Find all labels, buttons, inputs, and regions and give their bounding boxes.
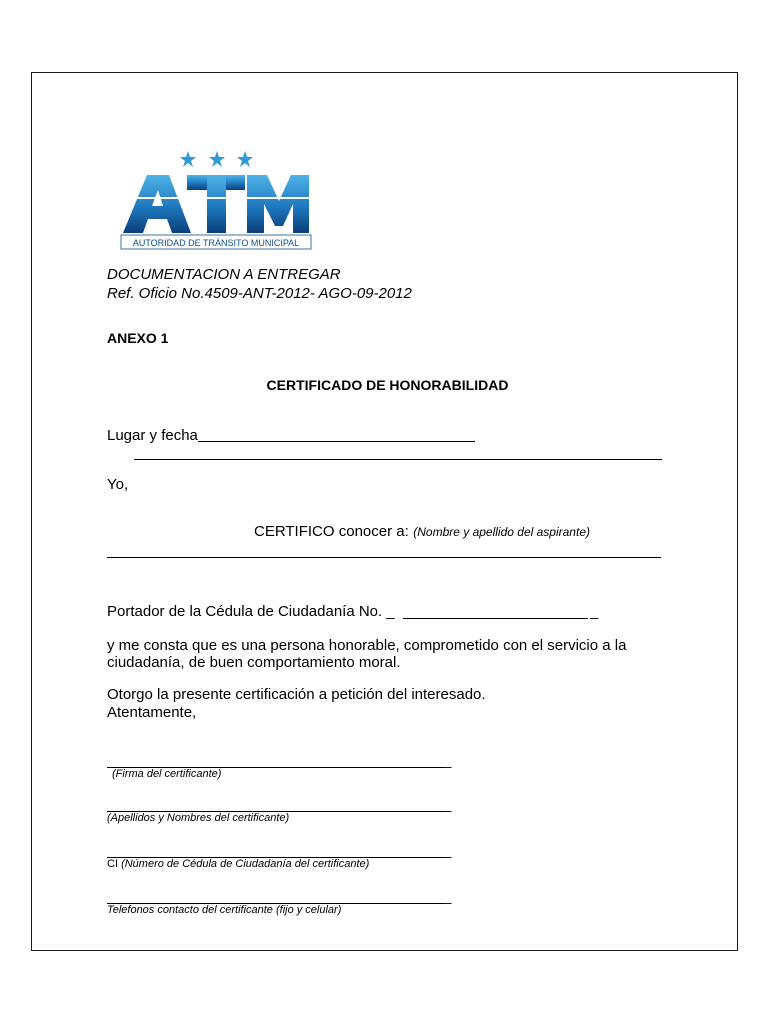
yo-label: Yo,	[107, 476, 129, 493]
header-documentacion: DOCUMENTACION A ENTREGAR	[107, 266, 341, 283]
firma-caption: (Firma del certificante)	[112, 768, 222, 780]
ci-caption	[107, 858, 369, 871]
ci-line-tail: _	[443, 842, 452, 859]
logo-subtitle: AUTORIDAD DE TRÁNSITO MUNICIPAL	[132, 238, 300, 248]
atentamente-text: Atentamente,	[107, 704, 197, 721]
cedula-line	[403, 618, 588, 619]
apellidos-line-tail: _	[443, 796, 452, 813]
ci-description: (Número de Cédula de Ciudadanía del certificante)	[121, 858, 370, 870]
telefonos-caption: Telefonos contacto del certificante (fijo y celular)	[107, 904, 342, 916]
cedula-line-tail: _	[590, 603, 599, 620]
firma-line-tail: _	[443, 752, 452, 769]
telefonos-line-tail: _	[443, 888, 452, 905]
lugar-fecha-label: Lugar y fecha	[107, 427, 198, 444]
lugar-fecha-line	[198, 441, 475, 442]
certifico-hint: (Nombre y apellido del aspirante)	[413, 525, 590, 539]
portador-label: Portador de la Cédula de Ciudadanía No. _	[107, 603, 395, 620]
stars-icon	[180, 151, 253, 167]
annex-label: ANEXO 1	[107, 330, 169, 346]
lugar-fecha-line-2	[134, 459, 662, 460]
header-reference: Ref. Oficio No.4509-ANT-2012- AGO-09-2012	[107, 285, 412, 302]
logo-wordmark	[123, 175, 309, 233]
consta-line-1: y me consta que es una persona honorable, comprometido con el servicio a la	[107, 637, 627, 654]
aspirante-name-line	[107, 557, 661, 558]
document-title: CERTIFICADO DE HONORABILIDAD	[266, 377, 509, 393]
apellidos-caption: (Apellidos y Nombres del certificante)	[107, 812, 290, 824]
certifico-line	[254, 523, 590, 541]
consta-line-2: ciudadanía, de buen comportamiento moral.	[107, 654, 401, 671]
ci-prefix: CI	[107, 858, 118, 870]
atm-logo	[107, 146, 319, 254]
otorgo-text: Otorgo la presente certificación a petición del interesado.	[107, 686, 486, 703]
certifico-label: CERTIFICO conocer a:	[254, 523, 409, 540]
